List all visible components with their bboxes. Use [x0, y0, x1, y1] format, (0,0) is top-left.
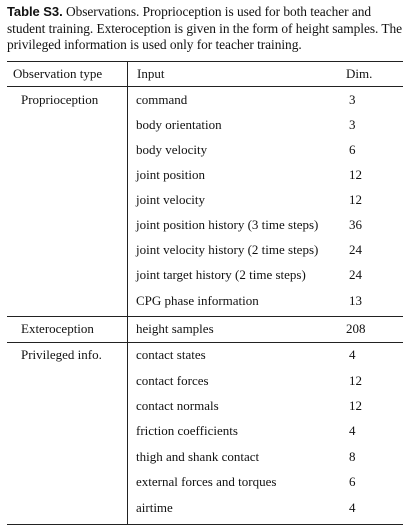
row-input: contact forces [136, 373, 209, 388]
row-input: joint velocity [136, 192, 205, 207]
column-divider [127, 61, 128, 524]
row-dim: 36 [349, 217, 362, 232]
table-top-rule [7, 61, 403, 62]
row-dim: 12 [349, 398, 362, 413]
table-label: Table S3. [7, 4, 63, 19]
row-input: contact normals [136, 398, 219, 413]
row-dim: 208 [346, 321, 366, 336]
row-input: command [136, 92, 188, 107]
row-input: thigh and shank contact [136, 449, 260, 464]
row-input: body orientation [136, 117, 222, 132]
row-input: contact states [136, 347, 206, 362]
row-input: joint position [136, 167, 205, 182]
row-input: external forces and torques [136, 474, 277, 489]
group-rule-proprioception [7, 316, 403, 317]
row-dim: 4 [349, 500, 356, 515]
group-type-exteroception: Exteroception [21, 321, 94, 336]
table-bottom-rule [7, 524, 403, 525]
row-input: joint position history (3 time steps) [136, 217, 319, 232]
row-dim: 12 [349, 373, 362, 388]
row-dim: 12 [349, 167, 362, 182]
observations-table [7, 61, 403, 525]
row-dim: 3 [349, 117, 356, 132]
header-observation-type: Observation type [13, 66, 103, 81]
header-input: Input [137, 66, 165, 81]
caption-text: Observations. Proprioception is used for both teacher and student training. Exteroception is given in the form of height samples. The privileged information is used only for teacher training. [7, 4, 403, 53]
row-dim: 24 [349, 242, 362, 257]
group-type-privileged: Privileged info. [21, 347, 102, 362]
row-input: joint velocity history (2 time steps) [136, 242, 319, 257]
row-input: joint target history (2 time steps) [136, 267, 306, 282]
row-dim: 24 [349, 267, 362, 282]
row-dim: 8 [349, 449, 356, 464]
row-input: CPG phase information [136, 293, 259, 308]
row-dim: 6 [349, 142, 356, 157]
row-input: body velocity [136, 142, 208, 157]
row-dim: 4 [349, 423, 356, 438]
row-dim: 13 [349, 293, 362, 308]
row-input: friction coefficients [136, 423, 238, 438]
header-rule [7, 86, 403, 87]
row-dim: 4 [349, 347, 356, 362]
group-rule-exteroception [7, 342, 403, 343]
row-input: height samples [136, 321, 214, 336]
group-type-proprioception: Proprioception [21, 92, 99, 107]
row-dim: 3 [349, 92, 356, 107]
row-dim: 6 [349, 474, 356, 489]
table-caption [7, 4, 403, 54]
header-dim: Dim. [346, 66, 373, 81]
row-dim: 12 [349, 192, 362, 207]
row-input: airtime [136, 500, 173, 515]
